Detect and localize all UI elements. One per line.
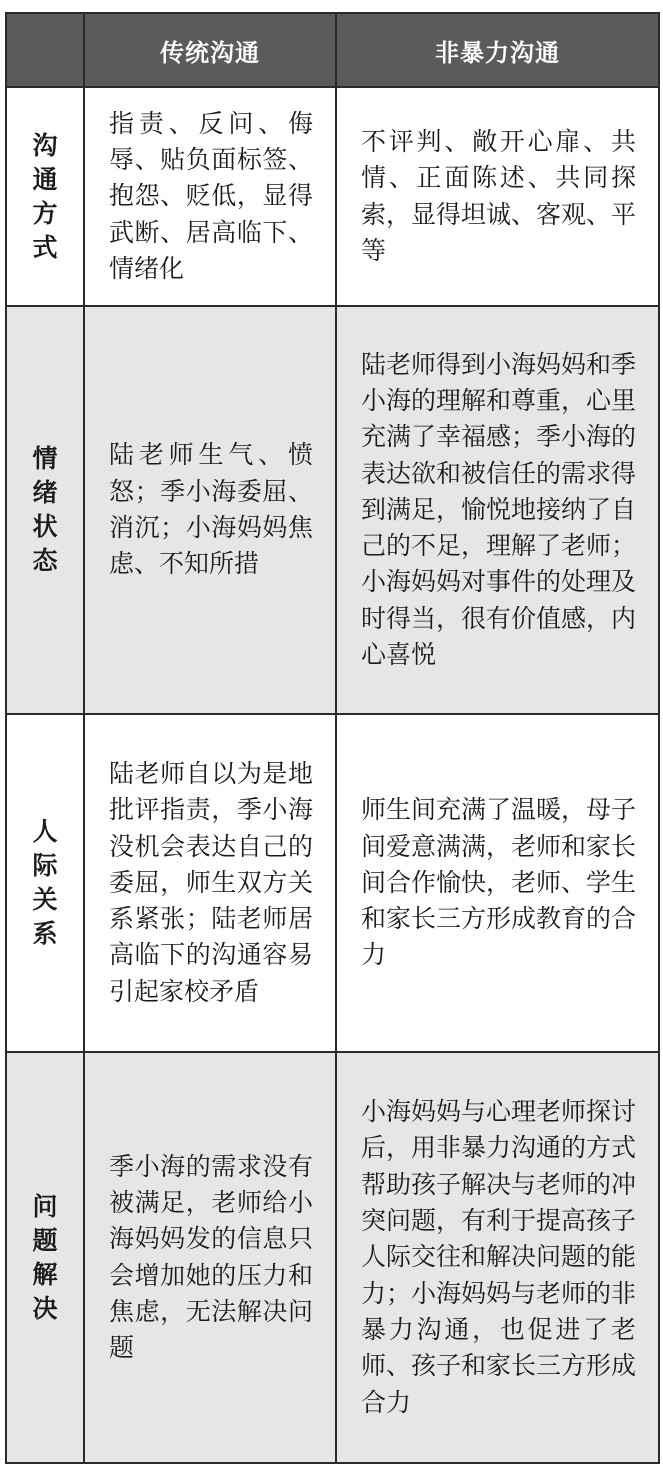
- cell-nonviolent: 师生间充满了温暖，母子间爱意满满，老师和家长间合作愉快，老师、学生和家长三方形成教育的合力: [336, 714, 659, 1052]
- table-row: [6, 87, 659, 306]
- cell-traditional: 陆老师生气、愤怒；季小海委屈、消沉；小海妈妈焦虑、不知所措: [84, 306, 336, 714]
- comparison-table: [5, 12, 660, 1464]
- table-row: [6, 306, 659, 714]
- cell-traditional: 陆老师自以为是地批评指责，季小海没机会表达自己的委屈，师生双方关系紧张；陆老师居高临下的沟通容易引起家校矛盾: [84, 714, 336, 1052]
- cell-nonviolent: 小海妈妈与心理老师探讨后，用非暴力沟通的方式帮助孩子解决与老师的冲突问题，有利于提高孩子人际交往和解决问题的能力；小海妈妈与老师的非暴力沟通，也促进了老师、孩子和家长三方形成合力: [336, 1052, 659, 1463]
- cell-nonviolent: 不评判、敞开心扉、共情、正面陈述、共同探索，显得坦诚、客观、平等: [336, 87, 659, 306]
- table-row: [6, 1052, 659, 1463]
- header-row: [6, 13, 659, 87]
- row-label-communication-method: 沟通方式: [6, 87, 84, 306]
- row-label-interpersonal-relations: 人际关系: [6, 714, 84, 1052]
- header-corner-cell: [6, 13, 84, 87]
- row-label-emotional-state: 情绪状态: [6, 306, 84, 714]
- table-row: [6, 714, 659, 1052]
- header-nonviolent: 非暴力沟通: [336, 13, 659, 87]
- header-traditional: 传统沟通: [84, 13, 336, 87]
- cell-traditional: 季小海的需求没有被满足，老师给小海妈妈发的信息只会增加她的压力和焦虑，无法解决问题: [84, 1052, 336, 1463]
- cell-traditional: 指责、反问、侮辱、贴负面标签、抱怨、贬低，显得武断、居高临下、情绪化: [84, 87, 336, 306]
- row-label-problem-solving: 问题解决: [6, 1052, 84, 1463]
- cell-nonviolent: 陆老师得到小海妈妈和季小海的理解和尊重，心里充满了幸福感；季小海的表达欲和被信任的需求得到满足，愉悦地接纳了自己的不足，理解了老师；小海妈妈对事件的处理及时得当，很有价值感，内心喜悦: [336, 306, 659, 714]
